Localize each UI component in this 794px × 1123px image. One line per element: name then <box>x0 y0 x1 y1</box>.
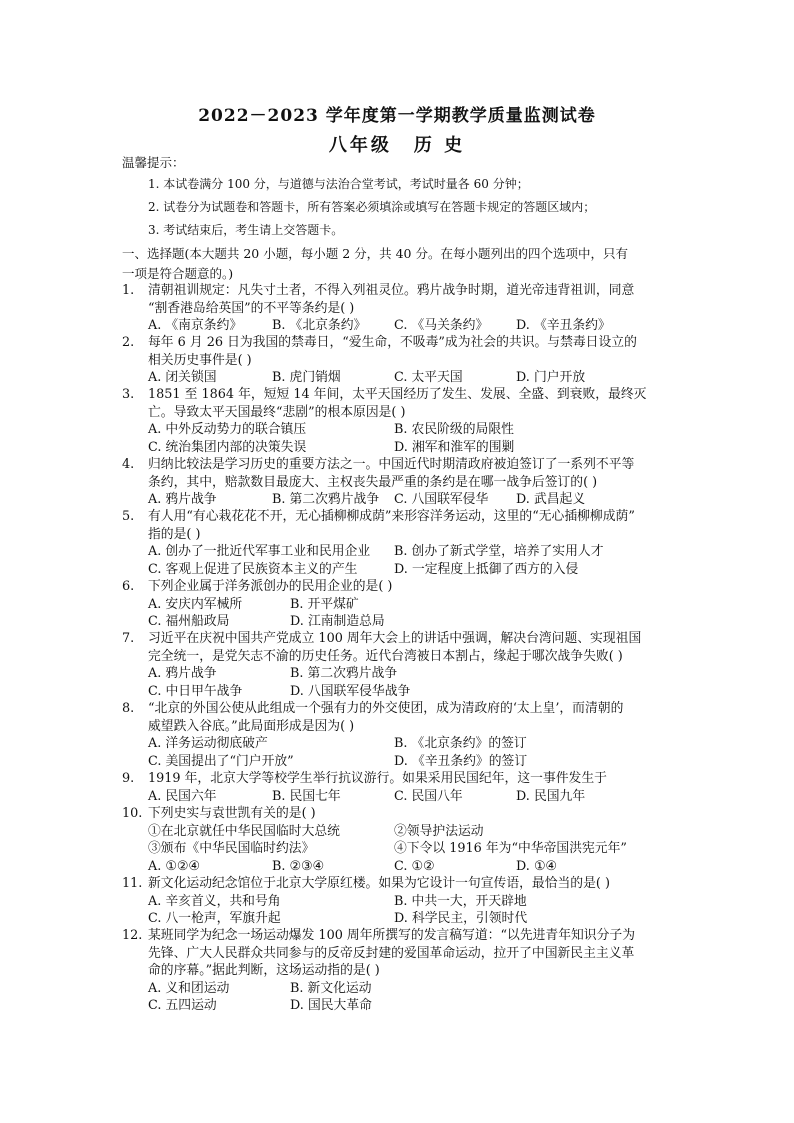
option-d: D. 湘军和淮军的围剿 <box>394 439 515 455</box>
option-c: C. 中日甲午战争 <box>148 683 243 699</box>
stem-line: 1919 年，北京大学等校学生举行抗议游行。如果采用民国纪年，这一事件发生于 <box>148 771 607 786</box>
question-number: 7. <box>122 631 135 646</box>
option-b: B. 创办了新式学堂，培养了实用人才 <box>394 544 604 559</box>
option-b: B. 开平煤矿 <box>290 596 359 612</box>
stem-line: 命的序幕。”据此判断，这场运动指的是( ) <box>148 963 380 978</box>
option-d: D. 一定程度上抵御了西方的入侵 <box>394 561 579 577</box>
sub-item-4: ④下令以 1916 年为“中华帝国洪宪元年” <box>394 841 627 856</box>
option-b: B. 农民阶级的局限性 <box>394 422 514 437</box>
option-a: A. 民国六年 <box>148 788 217 804</box>
subject-label: 历 史 <box>413 135 466 156</box>
question-stem <box>148 578 684 596</box>
option-d: D. 民国九年 <box>516 788 586 804</box>
option-b: B. 第二次鸦片战争 <box>272 492 380 507</box>
option-a: A. 闭关锁国 <box>148 370 217 385</box>
exam-title: 2022－2023 学年度第一学期教学质量监测试卷 <box>198 106 596 126</box>
question-stem <box>148 386 684 421</box>
exam-subject <box>0 131 794 157</box>
sub-item-1: ①在北京就任中华民国临时大总统 <box>148 823 340 839</box>
stem-line: 某班同学为纪念一场运动爆发 100 周年所撰写的发言稿写道：“以先进青年知识分子为 <box>148 928 635 943</box>
option-c: C. 民国八年 <box>394 788 463 804</box>
stem-line: 条约，其中，赔款数目最庞大、主权丧失最严重的条约是在哪一战争后签订的( ) <box>148 474 598 490</box>
tip-item: 3. 考试结束后，考生请上交答题卡。 <box>148 223 344 237</box>
option-a: A. 义和团运动 <box>148 980 230 996</box>
stem-line: 亡。导致太平天国最终“悲剧”的根本原因是( ) <box>148 404 406 420</box>
tips-heading: 温馨提示： <box>122 155 185 170</box>
option-b: B. 《北京条约》 <box>272 318 367 333</box>
question-number: 3. <box>122 387 135 402</box>
option-a: A. 鸦片战争 <box>148 492 217 507</box>
stem-line: 威望跌入谷底。”此局面形成是因为( ) <box>148 718 355 734</box>
question-number: 9. <box>122 771 135 786</box>
option-d: D. 《辛丑条约》 <box>516 318 611 333</box>
option-c: C. 太平天国 <box>394 370 463 385</box>
option-b: B. 第二次鸦片战争 <box>290 666 398 681</box>
option-b: B. 民国七年 <box>272 788 341 804</box>
option-a: A. ①②④ <box>148 858 200 874</box>
option-b: B. 虎门销烟 <box>272 370 341 385</box>
stem-line: 下列企业属于洋务派创办的民用企业的是( ) <box>148 579 393 594</box>
question-stem <box>148 805 684 823</box>
section-heading: 一、选择题(本大题共 20 小题，每小题 2 分，共 40 分。在每小题列出的四个选项中，只有 <box>122 246 628 261</box>
option-b: B. 中共一大，开天辟地 <box>394 893 527 909</box>
question-stem <box>148 456 684 491</box>
option-c: C. 八国联军侵华 <box>394 492 489 507</box>
option-d: D. 武昌起义 <box>516 492 586 507</box>
stem-line: 新文化运动纪念馆位于北京大学原红楼。如果为它设计一句宣传语，最恰当的是( ) <box>148 876 610 891</box>
option-a: A. 《南京条约》 <box>148 318 243 333</box>
option-d: D. 八国联军侵华战争 <box>290 683 411 699</box>
option-d: D. 《辛丑条约》的签订 <box>394 753 528 769</box>
option-a: A. 安庆内军械所 <box>148 596 243 612</box>
option-a: A. 鸦片战争 <box>148 666 217 681</box>
tip-item: 1. 本试卷满分 100 分，与道德与法治合堂考试，考试时量各 60 分钟； <box>148 177 529 191</box>
question-number: 2. <box>122 335 135 350</box>
option-b: B. ②③④ <box>272 858 324 874</box>
option-a: A. 中外反动势力的联合镇压 <box>148 422 307 437</box>
stem-line: 完全统一，是党矢志不渝的历史任务。近代台湾被日本割占，缘起于哪次战争失败( ) <box>148 648 623 664</box>
option-a: A. 辛亥首义，共和号角 <box>148 893 281 909</box>
stem-line: 清朝祖训规定：凡失寸土者，不得入列祖灵位。鸦片战争时期，道光帝违背祖训，同意 <box>148 283 635 298</box>
question-number: 4. <box>122 457 135 472</box>
question-stem <box>148 508 684 543</box>
option-d: D. 科学民主，引领时代 <box>394 911 528 926</box>
option-d: D. ①④ <box>516 858 557 874</box>
question-number: 10. <box>122 806 143 821</box>
question-stem <box>148 282 684 317</box>
option-c: C. 客观上促进了民族资本主义的产生 <box>148 561 358 577</box>
option-a: A. 创办了一批近代军事工业和民用企业 <box>148 544 371 559</box>
stem-line: 习近平在庆祝中国共产党成立 100 周年大会上的讲话中强调，解决台湾问题、实现祖国 <box>148 631 642 646</box>
question-stem <box>148 630 684 665</box>
grade-label: 八年级 <box>328 135 392 156</box>
sub-item-3: ③颁布《中华民国临时约法》 <box>148 841 315 856</box>
stem-line: 1851 至 1864 年，短短 14 年间，太平天国经历了发生、发展、全盛、到衰败，最终灭 <box>148 387 647 402</box>
question-number: 1. <box>122 283 135 298</box>
stem-line: 每年 6 月 26 日为我国的禁毒日，“爱生命，不吸毒”成为社会的共识。与禁毒日设立的 <box>148 335 637 350</box>
sub-item-2: ②领导护法运动 <box>394 823 484 839</box>
option-c: C. 八一枪声，军旗升起 <box>148 911 281 926</box>
question-stem <box>148 875 684 893</box>
question-stem <box>148 770 684 788</box>
stem-line: “割香港岛给英国”的不平等条约是( ) <box>148 300 355 316</box>
tip-item: 2. 试卷分为试题卷和答题卡，所有答案必须填涂或填写在答题卡规定的答题区域内； <box>148 200 596 214</box>
stem-line: 先锋、广大人民群众共同参与的反帝反封建的爱国革命运动，拉开了中国新民主主义革 <box>148 945 635 961</box>
question-stem <box>148 334 684 369</box>
question-number: 8. <box>122 701 135 716</box>
question-stem <box>148 700 684 735</box>
option-d: D. 江南制造总局 <box>290 614 385 629</box>
question-number: 12. <box>122 928 143 943</box>
stem-line: “北京的外国公使从此组成一个强有力的外交使团，成为清政府的‘太上皇’，而清朝的 <box>148 701 624 716</box>
section-heading-cont: 一项是符合题意的。) <box>122 266 234 281</box>
option-c: C. 美国提出了“门户开放” <box>148 753 294 769</box>
option-c: C. ①② <box>394 858 435 874</box>
question-number: 6. <box>122 579 135 594</box>
stem-line: 有人用“有心栽花花不开，无心插柳柳成荫”来形容洋务运动，这里的“无心插柳柳成荫” <box>148 509 635 524</box>
stem-line: 指的是( ) <box>148 526 201 542</box>
option-b: B. 《北京条约》的签订 <box>394 736 527 751</box>
option-c: C. 福州船政局 <box>148 614 230 629</box>
question-stem <box>148 927 684 980</box>
option-c: C. 五四运动 <box>148 998 217 1013</box>
option-a: A. 洋务运动彻底破产 <box>148 736 268 751</box>
option-c: C. 《马关条约》 <box>394 318 489 333</box>
question-number: 11. <box>122 876 143 891</box>
stem-line: 下列史实与袁世凯有关的是( ) <box>148 806 316 821</box>
option-d: D. 门户开放 <box>516 370 586 385</box>
stem-line: 归纳比较法是学习历史的重要方法之一。中国近代时期清政府被迫签订了一系列不平等 <box>148 457 635 472</box>
question-number: 5. <box>122 509 135 524</box>
option-c: C. 统治集团内部的决策失误 <box>148 439 307 455</box>
option-b: B. 新文化运动 <box>290 980 372 996</box>
stem-line: 相关历史事件是( ) <box>148 352 252 368</box>
option-d: D. 国民大革命 <box>290 998 372 1013</box>
